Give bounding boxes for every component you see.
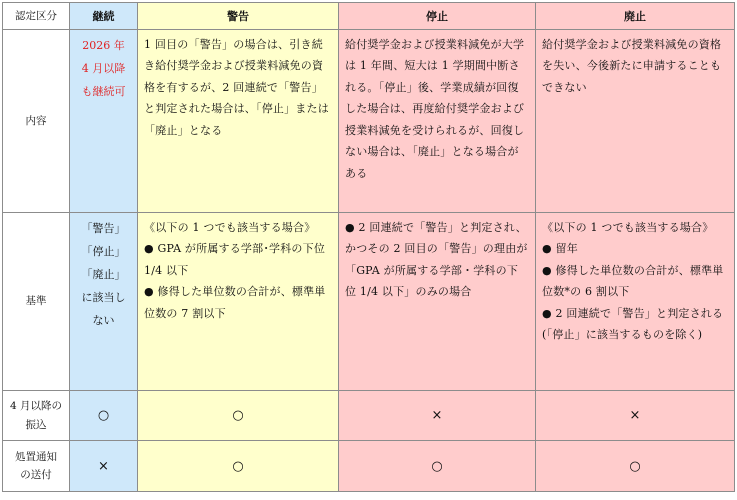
notice-stop: ○ (339, 441, 536, 492)
criteria-continue (70, 213, 138, 391)
notice-row (3, 441, 735, 492)
transfer-label (3, 391, 70, 441)
criteria-continue-line: 「警告」 (81, 222, 126, 235)
content-abolish: 給付奨学金および授業料減免の資格を失い、今後新たに申請することもできない (536, 30, 735, 213)
criteria-continue-line: 「停止」 (81, 245, 126, 259)
content-continue-line: 4 月以降 (81, 62, 126, 76)
content-row (3, 30, 735, 213)
criteria-warning-item: ● GPA が所属する学部･学科の下位 1/4 以下 (144, 242, 326, 277)
criteria-warning-item: ● 修得した単位数の合計が、標準単位数の 7 割以下 (144, 285, 326, 320)
transfer-row (3, 391, 735, 441)
criteria-row (3, 213, 735, 391)
notice-label-line: 処置通知 (15, 450, 57, 463)
content-label: 内容 (3, 30, 70, 213)
content-warning: 1 回目の「警告」の場合は、引き続き給付奨学金および授業料減免の資格を有するが、2 回連続で「警告」と判定された場合は、「停止」または「廃止」となる (138, 30, 339, 213)
criteria-stop (339, 213, 536, 391)
certification-table (2, 2, 735, 492)
criteria-abolish (536, 213, 735, 391)
header-warning: 警告 (138, 3, 339, 30)
notice-label (3, 441, 70, 492)
transfer-label-line: 振込 (25, 418, 47, 431)
notice-label-line: の送付 (20, 469, 52, 481)
notice-continue: × (70, 441, 138, 492)
content-continue (70, 30, 138, 213)
notice-abolish: ○ (536, 441, 735, 492)
transfer-stop: × (339, 391, 536, 441)
transfer-abolish: × (536, 391, 735, 441)
content-continue-line: も継続可 (81, 85, 126, 99)
content-stop: 給付奨学金および授業料減免が大学は 1 年間、短大は 1 学期間中断される。「停止」後、学業成績が回復した場合は、再度給付奨学金および授業料減免を受けられるが、回復しない場合は、「廃止」となる場合がある (339, 30, 536, 213)
criteria-abolish-item: ● 2 回連続で「警告」と判定される(「停止」に該当するものを除く) (542, 306, 724, 342)
criteria-continue-line: ない (92, 314, 115, 328)
header-row (3, 3, 735, 30)
criteria-abolish-item: 《以下の 1 つでも該当する場合》 (542, 221, 714, 234)
criteria-warning-item: 《以下の 1 つでも該当する場合》 (144, 221, 316, 234)
header-corner: 認定区分 (3, 3, 70, 30)
transfer-continue: ○ (70, 391, 138, 441)
criteria-abolish-item: ● 修得した単位数の合計が、標準単位数*の 6 割以下 (542, 263, 724, 299)
header-stop: 停止 (339, 3, 536, 30)
criteria-continue-line: に該当し (81, 291, 126, 305)
notice-warning: ○ (138, 441, 339, 492)
header-continue: 継続 (70, 3, 138, 30)
header-abolish: 廃止 (536, 3, 735, 30)
criteria-abolish-item: ● 留年 (542, 242, 578, 256)
criteria-continue-line: 「廃止」 (81, 268, 126, 282)
criteria-label: 基準 (3, 213, 70, 391)
criteria-warning (138, 213, 339, 391)
criteria-stop-item: ● 2 回連続で「警告」と判定され、かつその 2 回目の「警告」の理由が「GPA が所属する学部・学科の下位 1/4 以下」のみの場合 (345, 221, 528, 299)
transfer-label-line: 4 月以降の (9, 400, 63, 413)
content-continue-line: 2026 年 (82, 39, 125, 52)
transfer-warning: ○ (138, 391, 339, 441)
